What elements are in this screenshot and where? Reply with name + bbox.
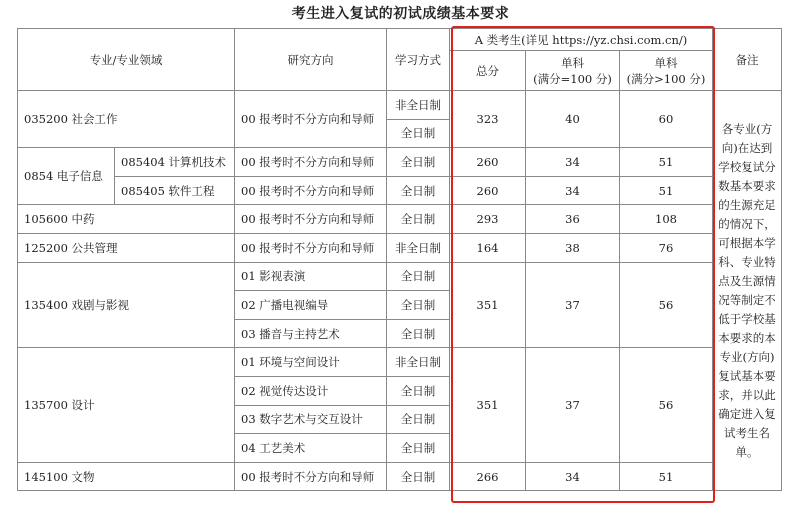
major-cell: 145100 文物 xyxy=(18,462,235,491)
page-title: 考生进入复试的初试成绩基本要求 xyxy=(291,6,510,22)
study-mode-cell: 全日制 xyxy=(387,376,450,405)
major-cell: 125200 公共管理 xyxy=(18,233,235,262)
single-gt100-cell: 60 xyxy=(620,91,713,148)
score-requirements-table xyxy=(17,28,782,491)
study-mode-cell: 全日制 xyxy=(387,434,450,463)
single-100-cell: 38 xyxy=(526,233,620,262)
major-cell: 035200 社会工作 xyxy=(18,91,235,148)
direction-cell: 00 报考时不分方向和导师 xyxy=(235,205,387,234)
single-100-cell: 37 xyxy=(526,262,620,348)
total-cell: 351 xyxy=(450,262,526,348)
direction-cell: 02 视觉传达设计 xyxy=(235,376,387,405)
total-cell: 351 xyxy=(450,348,526,462)
header-total: 总分 xyxy=(450,51,526,91)
single-100-cell: 34 xyxy=(526,176,620,205)
header-direction: 研究方向 xyxy=(235,29,387,91)
header-class-a: A 类考生(详见 https://yz.chsi.com.cn/) xyxy=(450,29,713,51)
table-row xyxy=(18,176,782,205)
header-single-100-line2: (满分=100 分) xyxy=(533,71,612,86)
table-row xyxy=(18,233,782,262)
total-cell: 323 xyxy=(450,91,526,148)
single-100-cell: 37 xyxy=(526,348,620,462)
sub-major-cell: 085405 软件工程 xyxy=(115,176,235,205)
direction-cell: 01 影视表演 xyxy=(235,262,387,291)
study-mode-cell: 全日制 xyxy=(387,405,450,434)
major-cell: 135700 设计 xyxy=(18,348,235,462)
major-cell: 135400 戏剧与影视 xyxy=(18,262,235,348)
single-100-cell: 34 xyxy=(526,148,620,177)
total-cell: 293 xyxy=(450,205,526,234)
single-100-cell: 34 xyxy=(526,462,620,491)
table-row xyxy=(18,348,782,377)
study-mode-cell: 全日制 xyxy=(387,462,450,491)
single-100-cell: 40 xyxy=(526,91,620,148)
single-gt100-cell: 56 xyxy=(620,262,713,348)
direction-cell: 03 数字艺术与交互设计 xyxy=(235,405,387,434)
direction-cell: 00 报考时不分方向和导师 xyxy=(235,148,387,177)
study-mode-cell: 全日制 xyxy=(387,119,450,148)
study-mode-cell: 全日制 xyxy=(387,205,450,234)
study-mode-cell: 全日制 xyxy=(387,291,450,320)
total-cell: 266 xyxy=(450,462,526,491)
header-single-gt100-line2: (满分>100 分) xyxy=(626,71,706,86)
direction-cell: 02 广播电视编导 xyxy=(235,291,387,320)
single-gt100-cell: 51 xyxy=(620,176,713,205)
header-single-gt100-line1: 单科 xyxy=(654,55,678,70)
table-row xyxy=(18,462,782,491)
total-cell: 164 xyxy=(450,233,526,262)
header-single-gt100 xyxy=(620,51,713,91)
total-cell: 260 xyxy=(450,176,526,205)
header-single-100-line1: 单科 xyxy=(561,55,584,70)
direction-cell: 00 报考时不分方向和导师 xyxy=(235,176,387,205)
sub-major-cell: 085404 计算机技术 xyxy=(115,148,235,177)
single-gt100-cell: 56 xyxy=(620,348,713,462)
single-gt100-cell: 51 xyxy=(620,148,713,177)
single-gt100-cell: 76 xyxy=(620,233,713,262)
study-mode-cell: 全日制 xyxy=(387,319,450,348)
header-study-mode: 学习方式 xyxy=(387,29,450,91)
direction-cell: 04 工艺美术 xyxy=(235,434,387,463)
direction-cell: 01 环境与空间设计 xyxy=(235,348,387,377)
study-mode-cell: 全日制 xyxy=(387,148,450,177)
study-mode-cell: 非全日制 xyxy=(387,348,450,377)
table-row xyxy=(18,205,782,234)
major-cell: 0854 电子信息 xyxy=(18,148,115,205)
direction-cell: 00 报考时不分方向和导师 xyxy=(235,91,387,148)
table-row xyxy=(18,148,782,177)
single-gt100-cell: 108 xyxy=(620,205,713,234)
study-mode-cell: 全日制 xyxy=(387,262,450,291)
direction-cell: 00 报考时不分方向和导师 xyxy=(235,462,387,491)
header-single-100 xyxy=(526,51,620,91)
study-mode-cell: 非全日制 xyxy=(387,91,450,120)
direction-cell: 03 播音与主持艺术 xyxy=(235,319,387,348)
header-major: 专业/专业领域 xyxy=(18,29,235,91)
total-cell: 260 xyxy=(450,148,526,177)
table-row xyxy=(18,262,782,291)
single-100-cell: 36 xyxy=(526,205,620,234)
major-cell: 105600 中药 xyxy=(18,205,235,234)
header-remarks: 备注 xyxy=(713,29,782,91)
single-gt100-cell: 51 xyxy=(620,462,713,491)
direction-cell: 00 报考时不分方向和导师 xyxy=(235,233,387,262)
study-mode-cell: 全日制 xyxy=(387,176,450,205)
study-mode-cell: 非全日制 xyxy=(387,233,450,262)
remarks-cell: 各专业(方向)在达到学校复试分数基本要求的生源充足的情况下，可根据本学科、专业特点及生源情况等制定不低于学校基本要求的本专业(方向)复试基本要求，并以此确定进入复试考生名单。 xyxy=(713,91,782,491)
table-row xyxy=(18,91,782,120)
